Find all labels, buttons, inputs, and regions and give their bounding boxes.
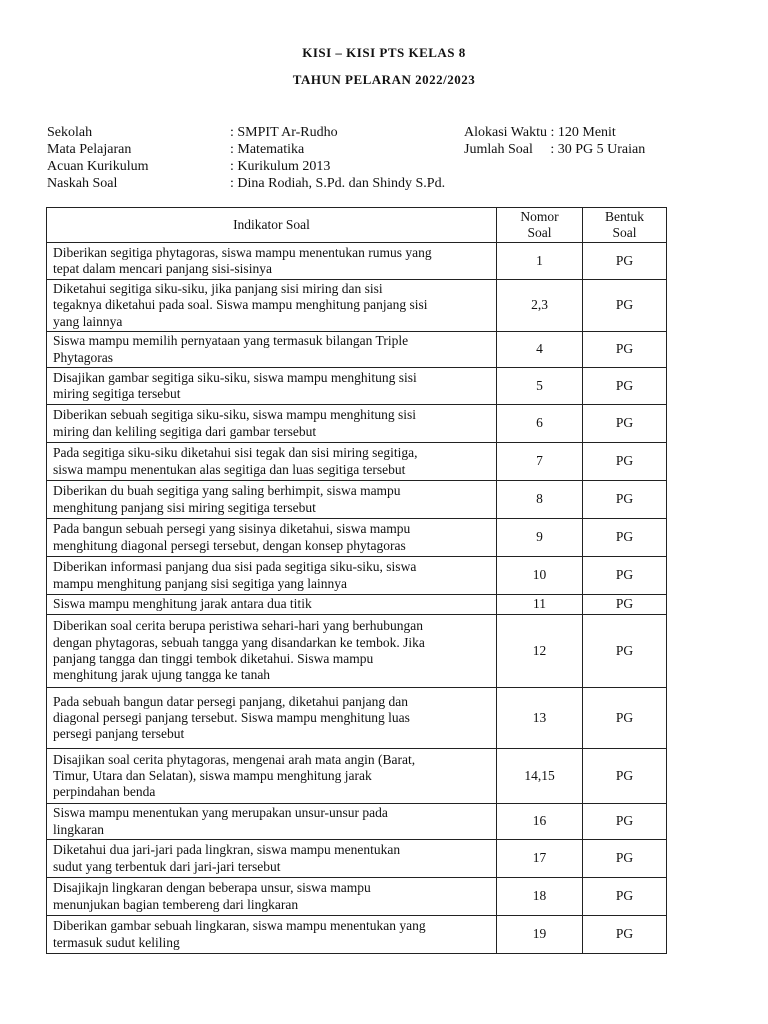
indikator-cell <box>47 916 497 954</box>
nomor-cell: 2,3 <box>497 280 583 332</box>
indikator-line: mampu menghitung panjang sisi segitiga yang lainnya <box>53 575 347 591</box>
indikator-cell <box>47 840 497 878</box>
nomor-cell: 13 <box>497 688 583 749</box>
indikator-cell <box>47 615 497 688</box>
indikator-line: Diberikan segitiga phytagoras, siswa mampu menentukan rumus yang <box>53 244 432 260</box>
bentuk-cell: PG <box>583 878 667 916</box>
indikator-line: Diberikan informasi panjang dua sisi pada segitiga siku-siku, siswa <box>53 559 417 575</box>
table-row <box>47 243 667 280</box>
kisi-table <box>46 207 667 954</box>
table-header-row <box>47 208 667 243</box>
header-bentuk-line1: Bentuk <box>605 208 644 224</box>
table-row <box>47 688 667 749</box>
indikator-line: Diberikan gambar sebuah lingkaran, siswa mampu menentukan yang <box>53 918 426 934</box>
indikator-line: Timur, Utara dan Selatan), siswa mampu menghitung jarak <box>53 767 372 783</box>
jumlah-soal: Jumlah Soal : 30 PG 5 Uraian <box>464 142 646 157</box>
indikator-line: menghitung diagonal persegi tersebut, dengan konsep phytagoras <box>53 537 406 553</box>
table-row <box>47 878 667 916</box>
indikator-line: Phytagoras <box>53 349 113 365</box>
sekolah-value: : SMPIT Ar-Rudho <box>230 125 338 140</box>
bentuk-cell: PG <box>583 557 667 595</box>
table-row <box>47 615 667 688</box>
indikator-line: Pada segitiga siku-siku diketahui sisi tegak dan sisi miring segitiga, <box>53 445 418 461</box>
nomor-cell: 18 <box>497 878 583 916</box>
info-row-sekolah <box>0 124 768 141</box>
nomor-cell: 10 <box>497 557 583 595</box>
indikator-line: Pada sebuah bangun datar persegi panjang, diketahui panjang dan <box>53 693 409 709</box>
bentuk-cell: PG <box>583 443 667 481</box>
indikator-cell <box>47 688 497 749</box>
indikator-line: perpindahan benda <box>53 784 156 800</box>
indikator-cell <box>47 280 497 332</box>
bentuk-cell: PG <box>583 804 667 840</box>
indikator-cell <box>47 332 497 368</box>
indikator-line: Siswa mampu menghitung jarak antara dua titik <box>53 596 312 612</box>
info-row-mapel <box>0 141 768 158</box>
table-row <box>47 749 667 804</box>
nomor-cell: 8 <box>497 481 583 519</box>
nomor-cell: 17 <box>497 840 583 878</box>
header-bentuk-line2: Soal <box>612 225 637 240</box>
indikator-line: Diketahui segitiga siku-siku, jika panjang sisi miring dan sisi <box>53 281 383 297</box>
indikator-line: sudut yang terbentuk dari jari-jari tersebut <box>53 858 281 874</box>
bentuk-cell: PG <box>583 595 667 615</box>
bentuk-cell: PG <box>583 519 667 557</box>
alokasi-waktu: Alokasi Waktu : 120 Menit <box>464 125 616 140</box>
table-row <box>47 405 667 443</box>
sekolah-label: Sekolah <box>47 125 93 140</box>
nomor-cell: 16 <box>497 804 583 840</box>
indikator-line: miring dan keliling segitiga dari gambar tersebut <box>53 423 317 439</box>
indikator-cell <box>47 443 497 481</box>
table-row <box>47 519 667 557</box>
indikator-cell <box>47 481 497 519</box>
nomor-cell: 6 <box>497 405 583 443</box>
nomor-cell: 1 <box>497 243 583 280</box>
indikator-cell <box>47 368 497 405</box>
indikator-line: Diketahui dua jari-jari pada lingkran, siswa mampu menentukan <box>53 842 401 858</box>
header-indikator: Indikator Soal <box>47 208 497 243</box>
indikator-line: Siswa mampu menentukan yang merupakan unsur-unsur pada <box>53 805 388 821</box>
indikator-line: siswa mampu menentukan alas segitiga dan luas segitiga tersebut <box>53 461 406 477</box>
indikator-line: menghitung panjang sisi miring segitiga tersebut <box>53 499 316 515</box>
naskah-label: Naskah Soal <box>47 176 118 191</box>
nomor-cell: 9 <box>497 519 583 557</box>
indikator-line: Diberikan du buah segitiga yang saling berhimpit, siswa mampu <box>53 483 401 499</box>
document-title: KISI – KISI PTS KELAS 8 <box>302 45 466 60</box>
indikator-line: diagonal persegi panjang tersebut. Siswa mampu menghitung luas <box>53 709 410 725</box>
indikator-cell <box>47 595 497 615</box>
nomor-cell: 19 <box>497 916 583 954</box>
bentuk-cell: PG <box>583 405 667 443</box>
indikator-line: Disajikan soal cerita phytagoras, mengenai arah mata angin (Barat, <box>53 751 416 767</box>
nomor-cell: 12 <box>497 615 583 688</box>
indikator-cell <box>47 804 497 840</box>
table-row <box>47 443 667 481</box>
info-row-naskah <box>0 175 768 192</box>
indikator-cell <box>47 557 497 595</box>
bentuk-cell: PG <box>583 243 667 280</box>
bentuk-cell: PG <box>583 916 667 954</box>
info-block <box>0 124 768 196</box>
document-subtitle: TAHUN PELARAN 2022/2023 <box>292 72 476 87</box>
naskah-value: : Dina Rodiah, S.Pd. dan Shindy S.Pd. <box>230 176 446 191</box>
indikator-line: persegi panjang tersebut <box>53 726 185 742</box>
indikator-line: miring segitiga tersebut <box>53 386 181 401</box>
mapel-label: Mata Pelajaran <box>47 142 132 157</box>
bentuk-cell: PG <box>583 840 667 878</box>
bentuk-cell: PG <box>583 332 667 368</box>
table-row <box>47 804 667 840</box>
info-row-kurikulum <box>0 158 768 175</box>
header-nomor-line2: Soal <box>527 225 552 240</box>
bentuk-cell: PG <box>583 615 667 688</box>
nomor-cell: 7 <box>497 443 583 481</box>
nomor-cell: 11 <box>497 595 583 615</box>
indikator-line: Disajikan gambar segitiga siku-siku, siswa mampu menghitung sisi <box>53 369 417 385</box>
indikator-cell <box>47 243 497 280</box>
bentuk-cell: PG <box>583 481 667 519</box>
nomor-cell: 14,15 <box>497 749 583 804</box>
indikator-line: dengan phytagoras, sebuah tangga yang disandarkan ke tembok. Jika <box>53 634 425 650</box>
indikator-line: termasuk sudut keliling <box>53 934 180 950</box>
indikator-cell <box>47 878 497 916</box>
table-row <box>47 840 667 878</box>
header-nomor <box>497 208 583 243</box>
indikator-line: panjang tangga dan tinggi tembok diketahui. Siswa mampu <box>53 651 374 666</box>
table-row <box>47 332 667 368</box>
table-row <box>47 280 667 332</box>
indikator-line: tegaknya diketahui pada soal. Siswa mampu menghitung panjang sisi <box>53 297 428 313</box>
indikator-line: Diberikan soal cerita berupa peristiwa sehari-hari yang berhubungan <box>53 618 423 634</box>
bentuk-cell: PG <box>583 368 667 405</box>
nomor-cell: 4 <box>497 332 583 368</box>
nomor-cell: 5 <box>497 368 583 405</box>
indikator-line: menunjukan bagian tembereng dari lingkaran <box>53 896 299 912</box>
indikator-line: Siswa mampu memilih pernyataan yang termasuk bilangan Triple <box>53 333 409 349</box>
header-bentuk <box>583 208 667 243</box>
table-row <box>47 481 667 519</box>
indikator-line: Disajikajn lingkaran dengan beberapa unsur, siswa mampu <box>53 880 371 896</box>
table-row <box>47 595 667 615</box>
indikator-line: tepat dalam mencari panjang sisi-sisinya <box>53 261 272 276</box>
bentuk-cell: PG <box>583 688 667 749</box>
indikator-line: Pada bangun sebuah persegi yang sisinya diketahui, siswa mampu <box>53 521 411 537</box>
indikator-line: menghitung jarak ujung tangga ke tanah <box>53 667 271 683</box>
bentuk-cell: PG <box>583 280 667 332</box>
header-nomor-line1: Nomor <box>520 208 559 224</box>
bentuk-cell: PG <box>583 749 667 804</box>
indikator-line: lingkaran <box>53 821 104 837</box>
mapel-value: : Matematika <box>230 142 305 157</box>
indikator-line: yang lainnya <box>53 313 123 329</box>
table-row <box>47 368 667 405</box>
table-row <box>47 557 667 595</box>
table-row <box>47 916 667 954</box>
indikator-cell <box>47 405 497 443</box>
indikator-cell <box>47 519 497 557</box>
indikator-line: Diberikan sebuah segitiga siku-siku, siswa mampu menghitung sisi <box>53 407 416 423</box>
indikator-cell <box>47 749 497 804</box>
kurikulum-value: : Kurikulum 2013 <box>230 159 331 174</box>
kurikulum-label: Acuan Kurikulum <box>47 159 149 174</box>
